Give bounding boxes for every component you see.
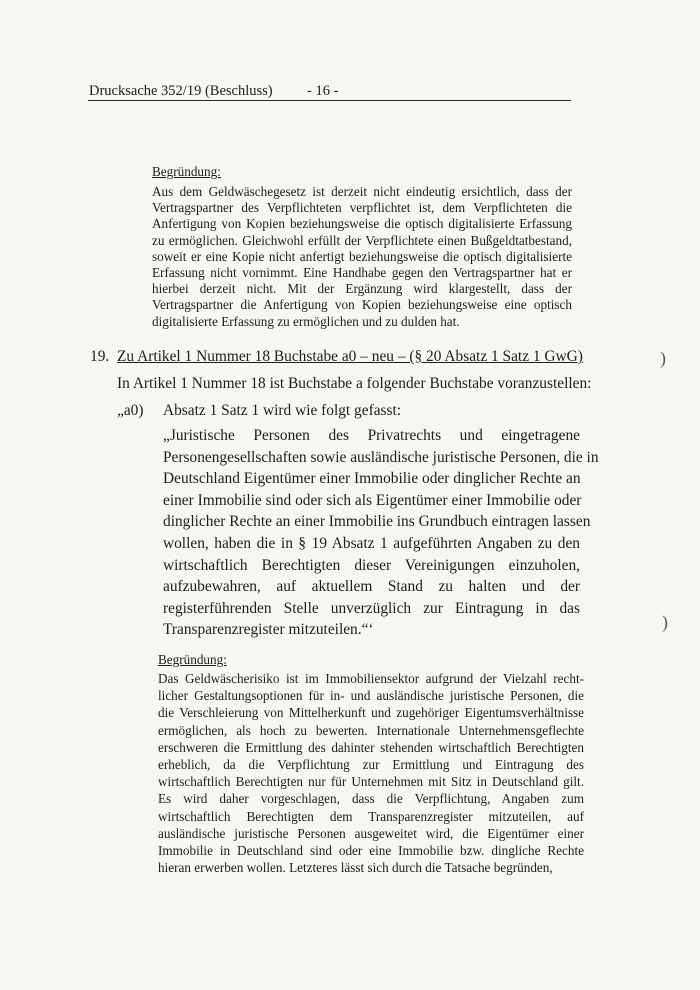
page-header xyxy=(89,83,570,100)
drucksache-label: Drucksache 352/19 (Beschluss) xyxy=(89,83,273,99)
page-number: - 16 - xyxy=(307,83,339,99)
text-line: licher Gestaltungsoptionen für in- und ausländische juristische Personen, die xyxy=(158,688,584,704)
text-line: ausländische juristische Personen ausgeweitet wird, die Eigentümer einer xyxy=(158,825,584,841)
text-line: erheblich, da die Verpflichtung zur Ermittlung und Eintragung des xyxy=(158,757,584,772)
text-line: Es wird daher vorgeschlagen, dass die Verpflichtung, Angaben zum xyxy=(158,791,584,807)
text-line: Erfassung nicht vornimmt. Eine Handhabe gegen den Vertragspartner hat er xyxy=(152,265,572,280)
text-line: soweit er eine Kopie nicht anfertigt beziehungsweise die optisch digitalisierte xyxy=(152,248,572,264)
sub-item-intro: Absatz 1 Satz 1 wird wie folgt gefasst: xyxy=(163,402,402,419)
text-line: ermöglichen, als hoch zu bewerten. Internationale Unternehmensgeflechte xyxy=(158,722,584,738)
item-intro: In Artikel 1 Nummer 18 ist Buchstabe a folgender Buchstabe voranzustellen: xyxy=(117,375,592,392)
text-line: Transparenzregister mitzuteilen.“‘ xyxy=(163,621,374,639)
text-line: wirtschaftlich Berechtigten dieser Vereinigungen einzuholen, xyxy=(163,556,580,574)
text-line: hieran erwerben wollen. Letzteres lässt sich durch die Tatsache begründen, xyxy=(158,860,553,876)
text-line: Immobilie in Deutschland sind oder eine Immobilie bzw. dingliche Rechte xyxy=(158,843,584,858)
text-line: Vertragspartner des Verpflichteten verpflichtet ist, dem Verpflichteten die xyxy=(152,200,572,216)
text-line: Aus dem Geldwäschegesetz ist derzeit nicht eindeutig ersichtlich, dass der xyxy=(152,184,572,199)
text-line: Vertragspartner die Anfertigung von Kopien beziehungsweise eine optisch xyxy=(152,297,572,313)
item-number: 19. xyxy=(90,348,110,365)
text-line: Das Geldwäscherisiko ist im Immobiliensektor aufgrund der Vielzahl recht- xyxy=(158,671,584,686)
text-line: erschweren die Ermittlung des dahinter stehenden wirtschaftlich Berechtigten xyxy=(158,739,584,755)
begruendung-heading-2: Begründung: xyxy=(158,652,227,667)
text-line: wirtschaftlich Berechtigten nur für Unternehmen mit Sitz in Deutschland gilt. xyxy=(158,774,584,790)
text-line: die Verschleierung von Mittelherkunft und zugehöriger Eigentumsverhältnisse xyxy=(158,705,584,721)
begruendung-heading-1: Begründung: xyxy=(152,164,221,179)
margin-mark: ) xyxy=(660,348,666,368)
header-rule xyxy=(88,100,571,101)
text-line: aufzubewahren, auf aktuellem Stand zu halten und der xyxy=(163,578,580,596)
margin-mark: ) xyxy=(662,612,668,632)
text-line: zu ermöglichen. Gleichwohl erfüllt der Verpflichtete einen Bußgeldtatbestand, xyxy=(152,232,572,248)
text-line: digitalisierte Erfassung zu ermöglichen und zu dulden hat. xyxy=(152,313,460,329)
text-line: Anfertigung von Kopien beziehungsweise die optisch digitalisierte Erfassung xyxy=(152,216,572,232)
text-line: Personengesellschaften sowie ausländische juristische Personen, die in xyxy=(163,448,599,466)
text-line: einer Immobilie sind oder sich als Eigentümer einer Immobilie oder xyxy=(163,491,582,509)
text-line: registerführenden Stelle unverzüglich zur Eintragung in das xyxy=(163,599,580,617)
text-line: wirtschaftlich Berechtigten dem Transparenzregister mitzuteilen, auf xyxy=(158,808,584,824)
item-heading: Zu Artikel 1 Nummer 18 Buchstabe a0 – neu – (§ 20 Absatz 1 Satz 1 GwG) xyxy=(117,348,583,365)
text-line: „Juristische Personen des Privatrechts und eingetragene xyxy=(163,427,580,444)
text-line: hierbei derzeit nicht. Mit der Ergänzung wird klargestellt, dass der xyxy=(152,281,572,297)
text-line: dinglicher Rechte an einer Immobilie ins Grundbuch eintragen lassen xyxy=(163,513,591,531)
text-line: wollen, haben die in § 19 Absatz 1 aufgeführten Angaben zu den xyxy=(163,535,580,552)
sub-item-label: „a0) xyxy=(117,402,144,419)
text-line: Deutschland Eigentümer einer Immobilie oder dinglicher Rechte an xyxy=(163,470,581,488)
